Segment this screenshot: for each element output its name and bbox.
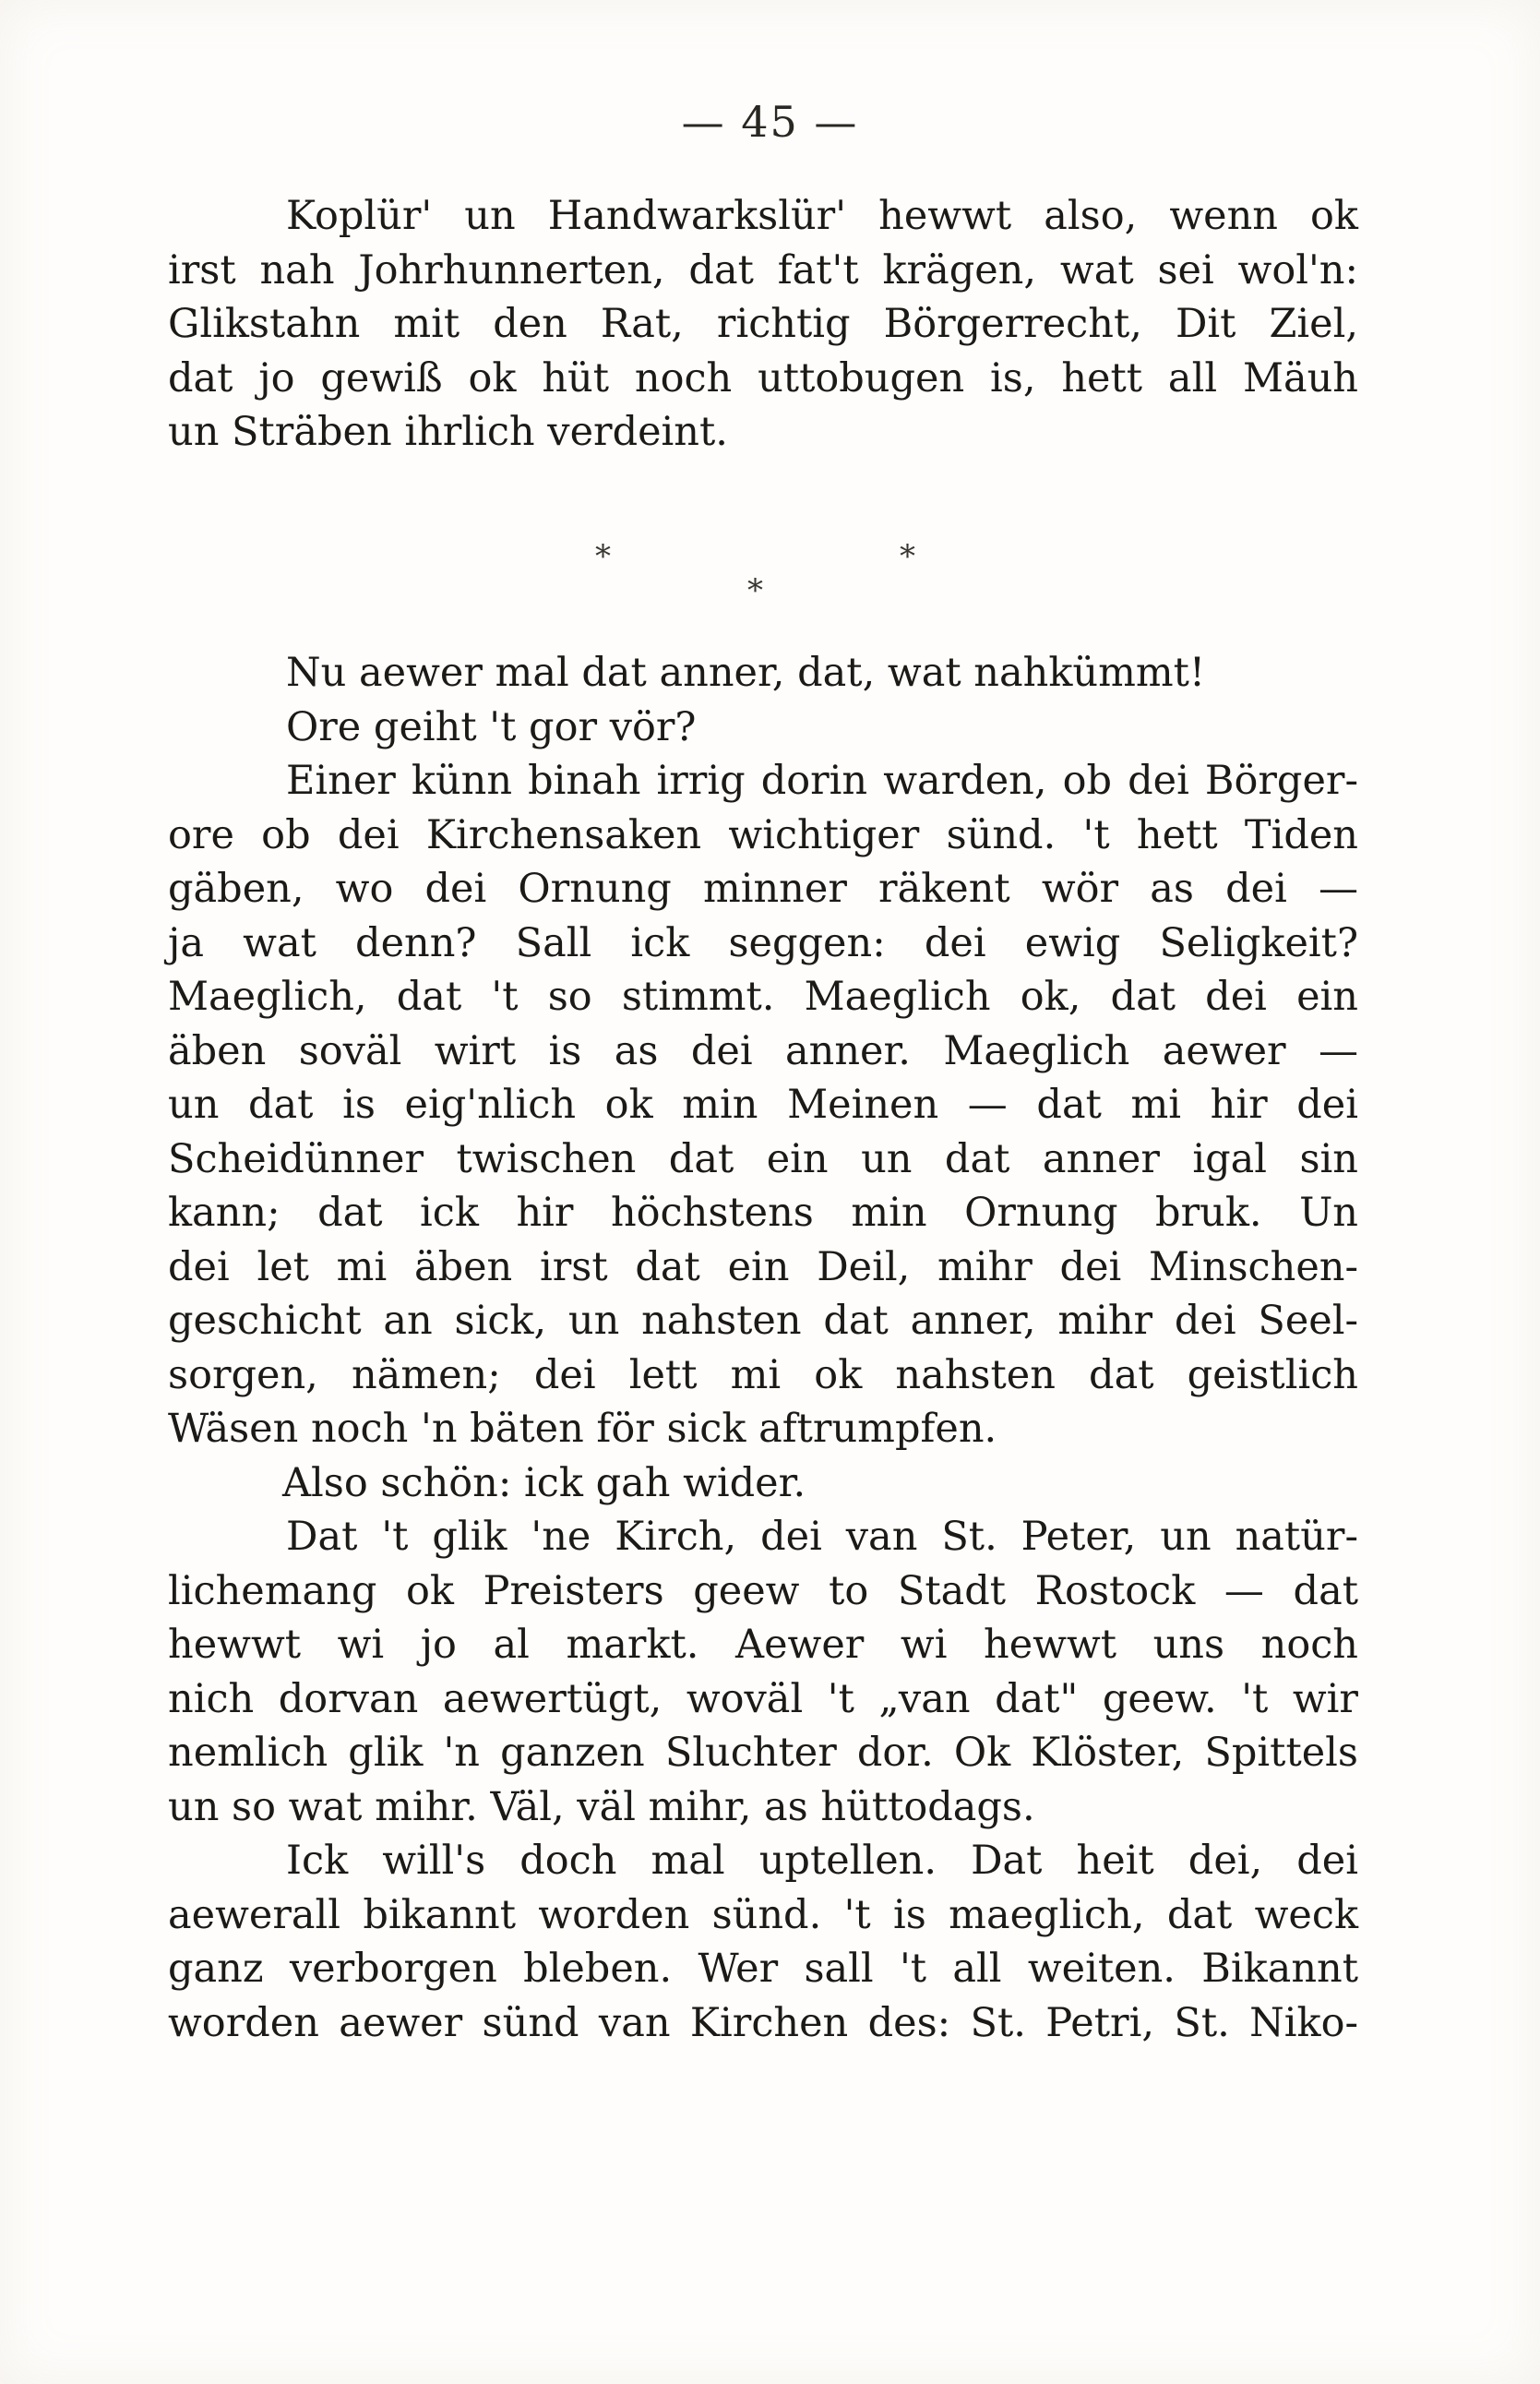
text-line: aewerall bikannt worden sünd. 't is maeglich, dat weck xyxy=(168,1891,1358,1938)
page-number: — 45 — xyxy=(681,97,859,147)
text-line: lichemang ok Preisters geew to Stadt Rostock — dat xyxy=(168,1567,1358,1614)
text-line: Scheidünner twischen dat ein un dat anner igal sin xyxy=(168,1135,1358,1182)
text-line: hewwt wi jo al markt. Aewer wi hewwt uns noch xyxy=(168,1622,1358,1668)
text-line: ja wat denn? Sall ick seggen: dei ewig Seligkeit? xyxy=(168,919,1358,966)
section-star: * xyxy=(747,572,763,609)
text-line: gäben, wo dei Ornung minner räkent wör as dei — xyxy=(168,866,1358,912)
text-line: Maeglich, dat 't so stimmt. Maeglich ok, dat dei ein xyxy=(168,974,1358,1020)
text-line: dei let mi äben irst dat ein Deil, mihr dei Minschen- xyxy=(168,1243,1358,1290)
text-line: nich dorvan aewertügt, woväl 't „van dat" geew. 't wir xyxy=(168,1675,1358,1722)
text-line: irst nah Johrhunnerten, dat fat't krägen, wat sei wol'n: xyxy=(168,246,1358,294)
text-line: ganz verborgen bleben. Wer sall 't all weiten. Bikannt xyxy=(168,1946,1358,1992)
text-line: un so wat mihr. Väl, väl mihr, as hüttodags. xyxy=(168,1783,1035,1830)
text-line: Wäsen noch 'n bäten för sick aftrumpfen. xyxy=(168,1406,997,1452)
paragraph-2 xyxy=(168,646,1358,2050)
text-line: äben soväl wirt is as dei anner. Maeglich aewer — xyxy=(168,1027,1358,1074)
text-line: Koplür' un Handwarkslür' hewwt also, wenn ok xyxy=(286,193,1358,239)
text-line: nemlich glik 'n ganzen Sluchter dor. Ok Klöster, Spittels xyxy=(168,1730,1358,1776)
text-line: un dat is eig'nlich ok min Meinen — dat mi hir dei xyxy=(168,1082,1358,1128)
text-line: kann; dat ick hir höchstens min Ornung bruk. Un xyxy=(168,1190,1358,1236)
text-line: un Sträben ihrlich verdeint. xyxy=(168,409,728,455)
paragraph-1 xyxy=(168,189,1358,460)
section-star: * xyxy=(900,538,915,575)
text-line: dat jo gewiß ok hüt noch uttobugen is, hett all Mäuh xyxy=(168,354,1358,401)
text-line: Nu aewer mal dat anner, dat, wat nahkümmt! xyxy=(286,650,1206,696)
section-star: * xyxy=(595,538,611,575)
text-line: Also schön: ick gah wider. xyxy=(282,1459,806,1506)
text-line: ore ob dei Kirchensaken wichtiger sünd. 't hett Tiden xyxy=(168,811,1358,858)
text-line: sorgen, nämen; dei lett mi ok nahsten dat geistlich xyxy=(168,1351,1358,1398)
text-line: Dat 't glik 'ne Kirch, dei van St. Peter, un natür- xyxy=(286,1514,1358,1560)
text-line: Glikstahn mit den Rat, richtig Börgerrecht, Dit Ziel, xyxy=(168,301,1358,347)
text-line: geschicht an sick, un nahsten dat anner, mihr dei Seel- xyxy=(168,1298,1358,1344)
text-line: Ick will's doch mal uptellen. Dat heit dei, dei xyxy=(286,1838,1358,1884)
text-line: Ore geiht 't gor vör? xyxy=(286,703,697,750)
text-line: worden aewer sünd van Kirchen des: St. Petri, St. Niko- xyxy=(168,1999,1358,2046)
text-line: Einer künn binah irrig dorin warden, ob dei Börger- xyxy=(286,758,1358,804)
